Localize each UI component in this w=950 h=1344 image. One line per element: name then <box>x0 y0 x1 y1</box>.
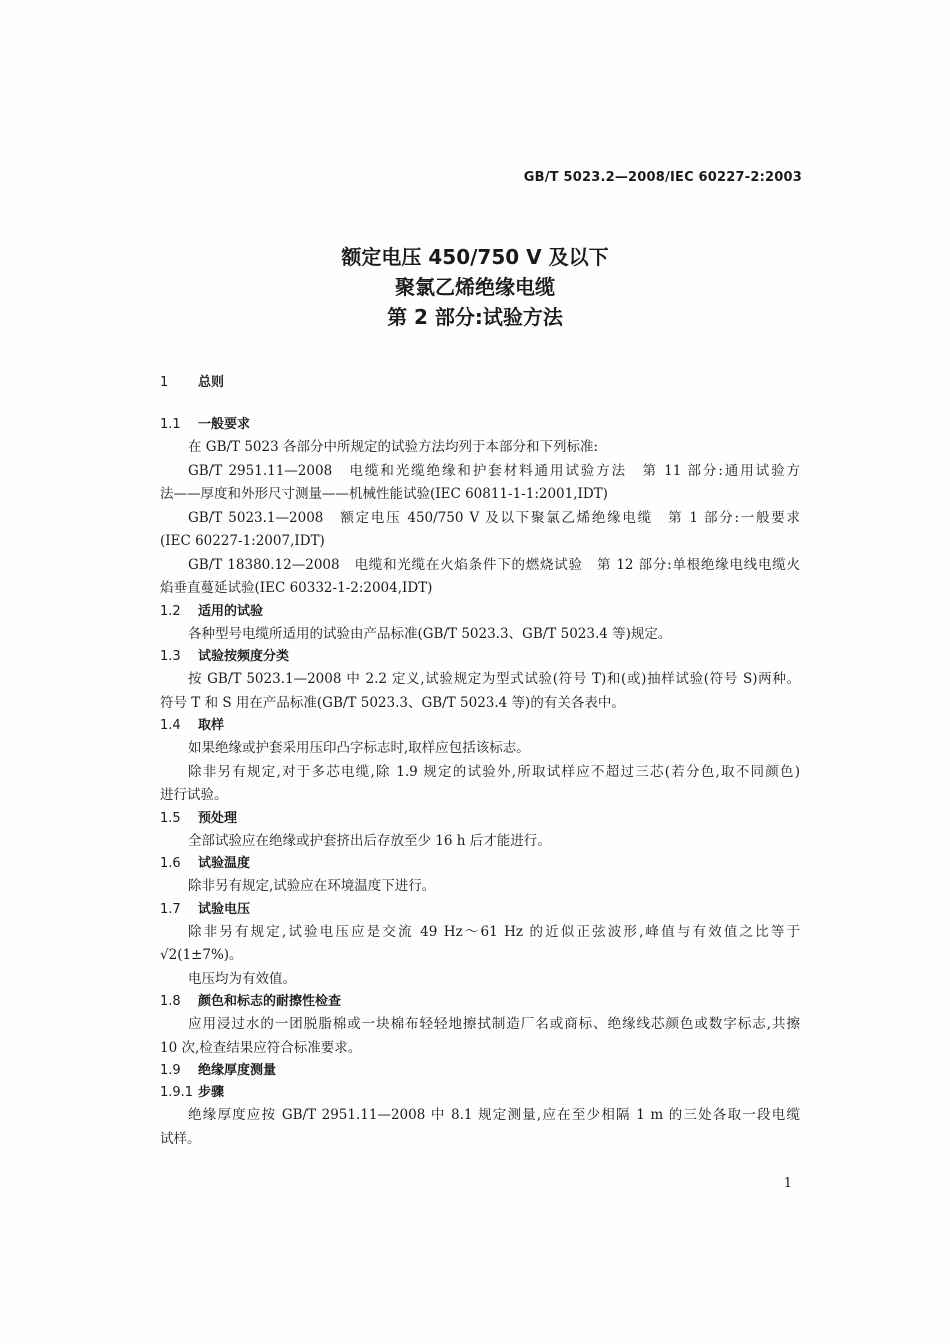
title-line-1: 额定电压 450/750 V 及以下 <box>341 245 609 269</box>
section-heading-1-7 <box>160 899 800 921</box>
paragraph <box>160 1104 800 1151</box>
section-heading-1-3 <box>160 646 800 668</box>
title-line-2: 聚氯乙烯绝缘电缆 <box>395 275 555 299</box>
section-heading-1 <box>160 372 800 394</box>
text-line: 焰垂直蔓延试验(IEC 60332-1-2:2004,IDT) <box>160 580 433 596</box>
paragraph <box>160 737 800 808</box>
text-line: 10 次,检查结果应符合标准要求。 <box>160 1039 362 1056</box>
section-heading-1-6 <box>160 853 800 875</box>
section-title: 预处理 <box>198 810 238 826</box>
section-title: 颜色和标志的耐擦性检查 <box>198 994 342 1009</box>
title-line-3: 第 2 部分:试验方法 <box>387 305 563 329</box>
section-title: 试验按频度分类 <box>198 649 290 664</box>
text-line: 如果绝缘或护套采用压印凸字标志时,取样应包括该标志。 <box>188 740 530 756</box>
section-title: 一般要求 <box>198 417 251 432</box>
section-number: 1.2 <box>160 603 181 619</box>
standard-number: GB/T 5023.2—2008/IEC 60227-2:2003 <box>523 170 802 185</box>
section-number: 1.8 <box>160 994 181 1009</box>
text-line: 进行试验。 <box>160 787 228 803</box>
section-number: 1 <box>160 375 169 390</box>
text-line: 法——厚度和外形尺寸测量——机械性能试验(IEC 60811-1-1:2001,IDT) <box>160 486 608 502</box>
text-line: GB/T 18380.12—2008 电缆和光缆在火焰条件下的燃烧试验 第 12 部分:单根绝缘电线电缆火 <box>188 556 800 573</box>
paragraph <box>160 668 800 715</box>
paragraph <box>160 1013 800 1060</box>
section-heading-1-4 <box>160 715 800 737</box>
section-title: 取样 <box>198 718 225 733</box>
section-heading-1-2 <box>160 601 800 623</box>
section-number: 1.5 <box>160 810 181 826</box>
section-title: 试验电压 <box>198 901 251 917</box>
text-line: 绝缘厚度应按 GB/T 2951.11—2008 中 8.1 规定测量,应在至少相隔 1 m 的三处各取一段电缆 <box>188 1107 800 1123</box>
text-line: (IEC 60227-1:2007,IDT) <box>160 533 325 549</box>
section-title: 试验温度 <box>198 856 251 871</box>
paragraph <box>160 921 800 992</box>
section-heading-1-1 <box>160 414 800 436</box>
text-line: 在 GB/T 5023 各部分中所规定的试验方法均列于本部分和下列标准: <box>188 439 599 455</box>
text-line: 按 GB/T 5023.1—2008 中 2.2 定义,试验规定为型式试验(符号 T)和(或)抽样试验(符号 S)两种。 <box>188 671 800 687</box>
text-line: 试样。 <box>160 1130 201 1147</box>
text-line: GB/T 5023.1—2008 额定电压 450/750 V 及以下聚氯乙烯绝缘电缆 第 1 部分:一般要求 <box>188 509 800 526</box>
section-number: 1.9.1 <box>160 1085 194 1100</box>
text-line: 电压均为有效值。 <box>188 970 296 987</box>
text-line: 除非另有规定,对于多芯电缆,除 1.9 规定的试验外,所取试样应不超过三芯(若分色,取不同颜色) <box>188 763 800 780</box>
document-body <box>160 372 800 1151</box>
section-number: 1.6 <box>160 856 181 871</box>
section-number: 1.1 <box>160 417 181 432</box>
section-number: 1.3 <box>160 649 181 664</box>
paragraph <box>160 830 800 854</box>
section-title: 适用的试验 <box>198 603 264 619</box>
text-line: GB/T 2951.11—2008 电缆和光缆绝缘和护套材料通用试验方法 第 11 部分:通用试验方 <box>188 462 800 479</box>
page-number: 1 <box>783 1176 792 1191</box>
section-number: 1.4 <box>160 718 181 733</box>
section-heading-1-9 <box>160 1060 800 1082</box>
text-line: √2(1±7%)。 <box>160 947 243 963</box>
text-line: 符号 T 和 S 用在产品标准(GB/T 5023.3、GB/T 5023.4 等)的有关各表中。 <box>160 694 625 711</box>
paragraph <box>160 436 800 601</box>
section-number: 1.7 <box>160 901 181 917</box>
paragraph <box>160 623 800 647</box>
section-title: 绝缘厚度测量 <box>198 1063 277 1078</box>
document-title <box>0 242 950 332</box>
section-title: 步骤 <box>198 1085 225 1100</box>
text-line: 全部试验应在绝缘或护套挤出后存放至少 16 h 后才能进行。 <box>188 832 551 849</box>
section-number: 1.9 <box>160 1063 181 1078</box>
text-line: 各种型号电缆所适用的试验由产品标准(GB/T 5023.3、GB/T 5023.4 等)规定。 <box>188 625 672 642</box>
paragraph <box>160 875 800 899</box>
text-line: 应用浸过水的一团脱脂棉或一块棉布轻轻地擦拭制造厂名或商标、绝缘线芯颜色或数字标志,共擦 <box>188 1016 800 1032</box>
text-line: 除非另有规定,试验应在环境温度下进行。 <box>188 878 436 894</box>
section-heading-1-8 <box>160 991 800 1013</box>
section-heading-1-5 <box>160 808 800 830</box>
text-line: 除非另有规定,试验电压应是交流 49 Hz～61 Hz 的近似正弦波形,峰值与有效值之比等于 <box>188 923 800 940</box>
section-title: 总则 <box>198 375 225 390</box>
section-heading-1-9-1 <box>160 1082 800 1104</box>
